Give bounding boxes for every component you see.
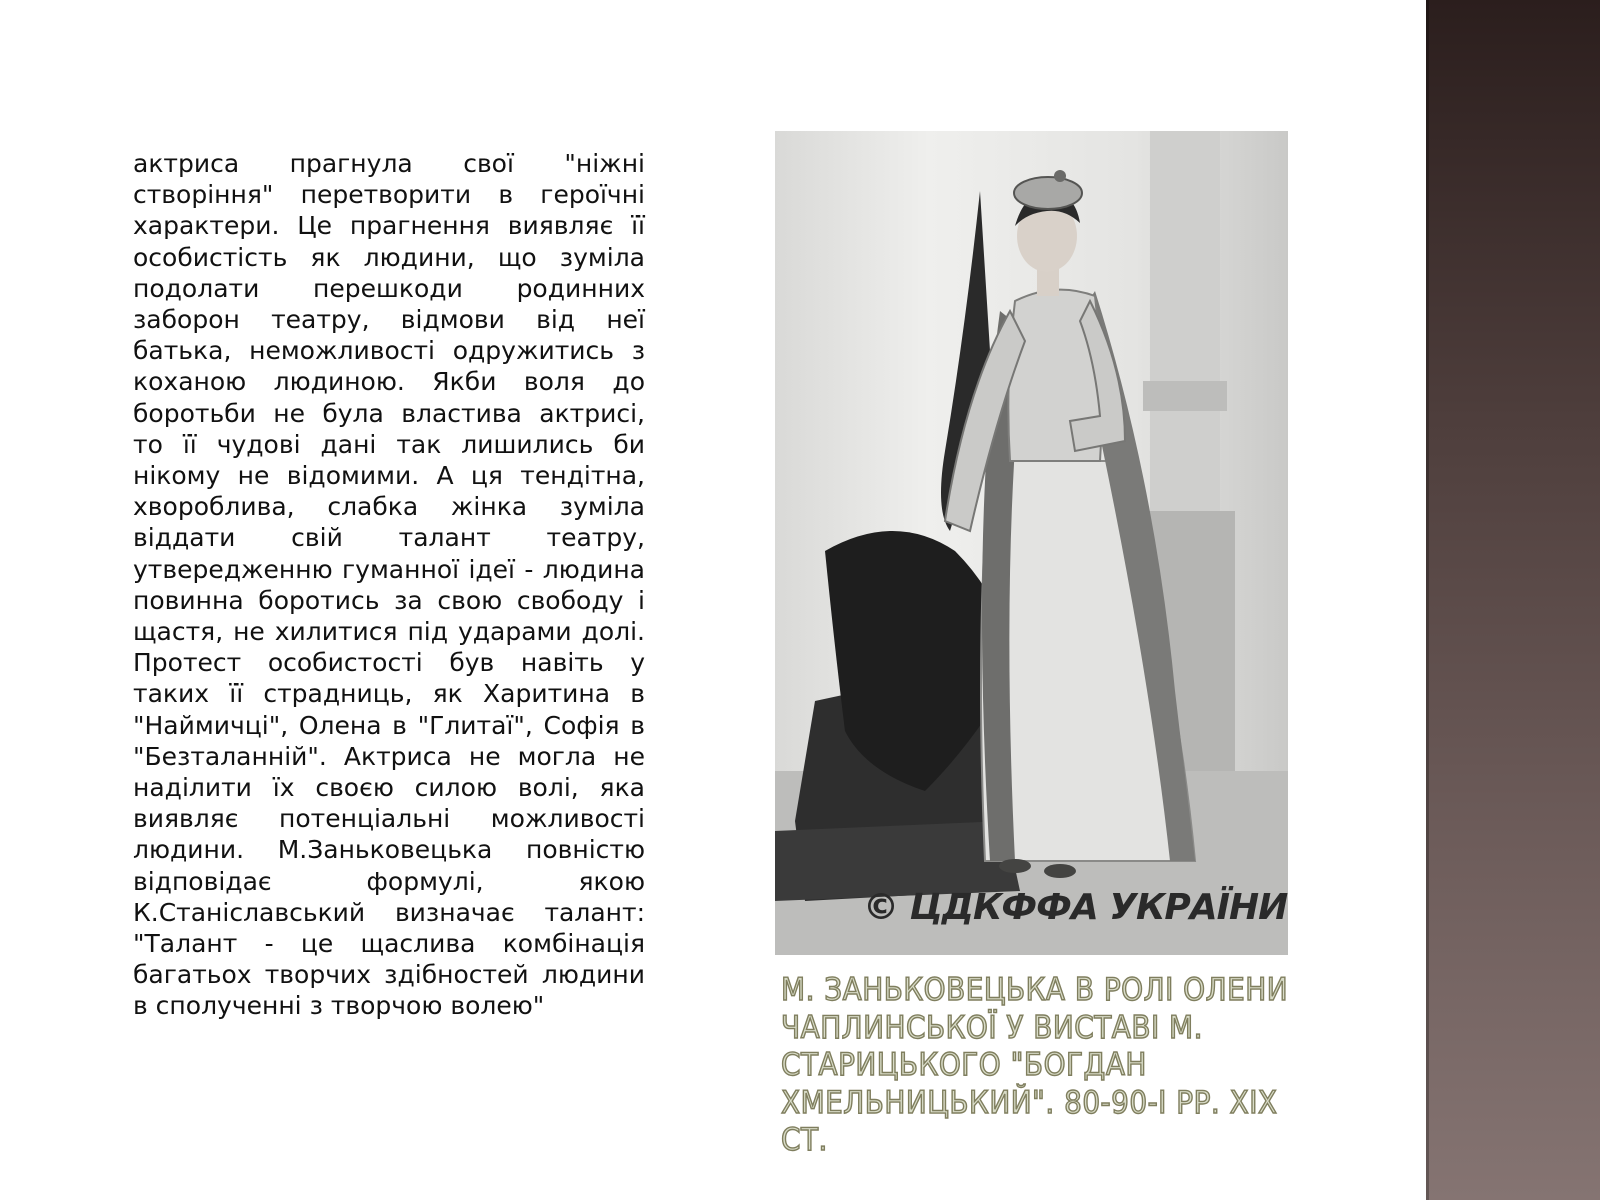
photo-illustration	[775, 131, 1288, 955]
photo-shoe-left	[999, 859, 1031, 873]
photo-headdress-ornament	[1054, 170, 1066, 182]
photo-caption: М. ЗАНЬКОВЕЦЬКА В РОЛІ ОЛЕНИ ЧАПЛИНСЬКОЇ У ВИСТАВІ М. СТАРИЦЬКОГО "БОГДАН ХМЕЛЬНИЦЬКИЙ". 80-90-І РР. XIX СТ.	[781, 972, 1289, 1158]
photo-headdress	[1014, 177, 1082, 209]
photo-column-ring	[1143, 381, 1227, 411]
decorative-side-band	[1426, 0, 1600, 1200]
body-text: актриса прагнула свої "ніжні створіння" перетворити в героїчні характери. Це прагнення виявляє її особистість як людини, що зуміла подолати перешкоди родинних заборон театру, відмови від неї батька, неможливості одружитись з коханою людиною. Якби воля до боротьби не була властива актрисі, то її чудові дані так лишились би нікому не відомими. А ця тендітна, хвороблива, слабка жінка зуміла віддати свій талант театру, утвередженню гуманної ідеї - людина повинна боротись за свою свободу і щастя, не хилитися під ударами долі. Протест особистості був навіть у таких її страдниць, як Харитина в "Наймичці", Олена в "Глитаї", Софія в "Безталанній". Актриса не могла не наділити їх своєю силою волі, яка виявляє потенціальні можливості людини. М.Заньковецька повністю відповідає формулі, якою К.Станіславський визначає талант: "Талант - це щаслива комбінація багатьох творчих здібностей людини в сполученні з творчою волею"	[133, 149, 645, 1021]
photo-shoe-right	[1044, 864, 1076, 878]
actress-photo	[775, 131, 1288, 955]
photo-watermark: © ЦДКФФА УКРАЇНИ	[863, 887, 1288, 928]
